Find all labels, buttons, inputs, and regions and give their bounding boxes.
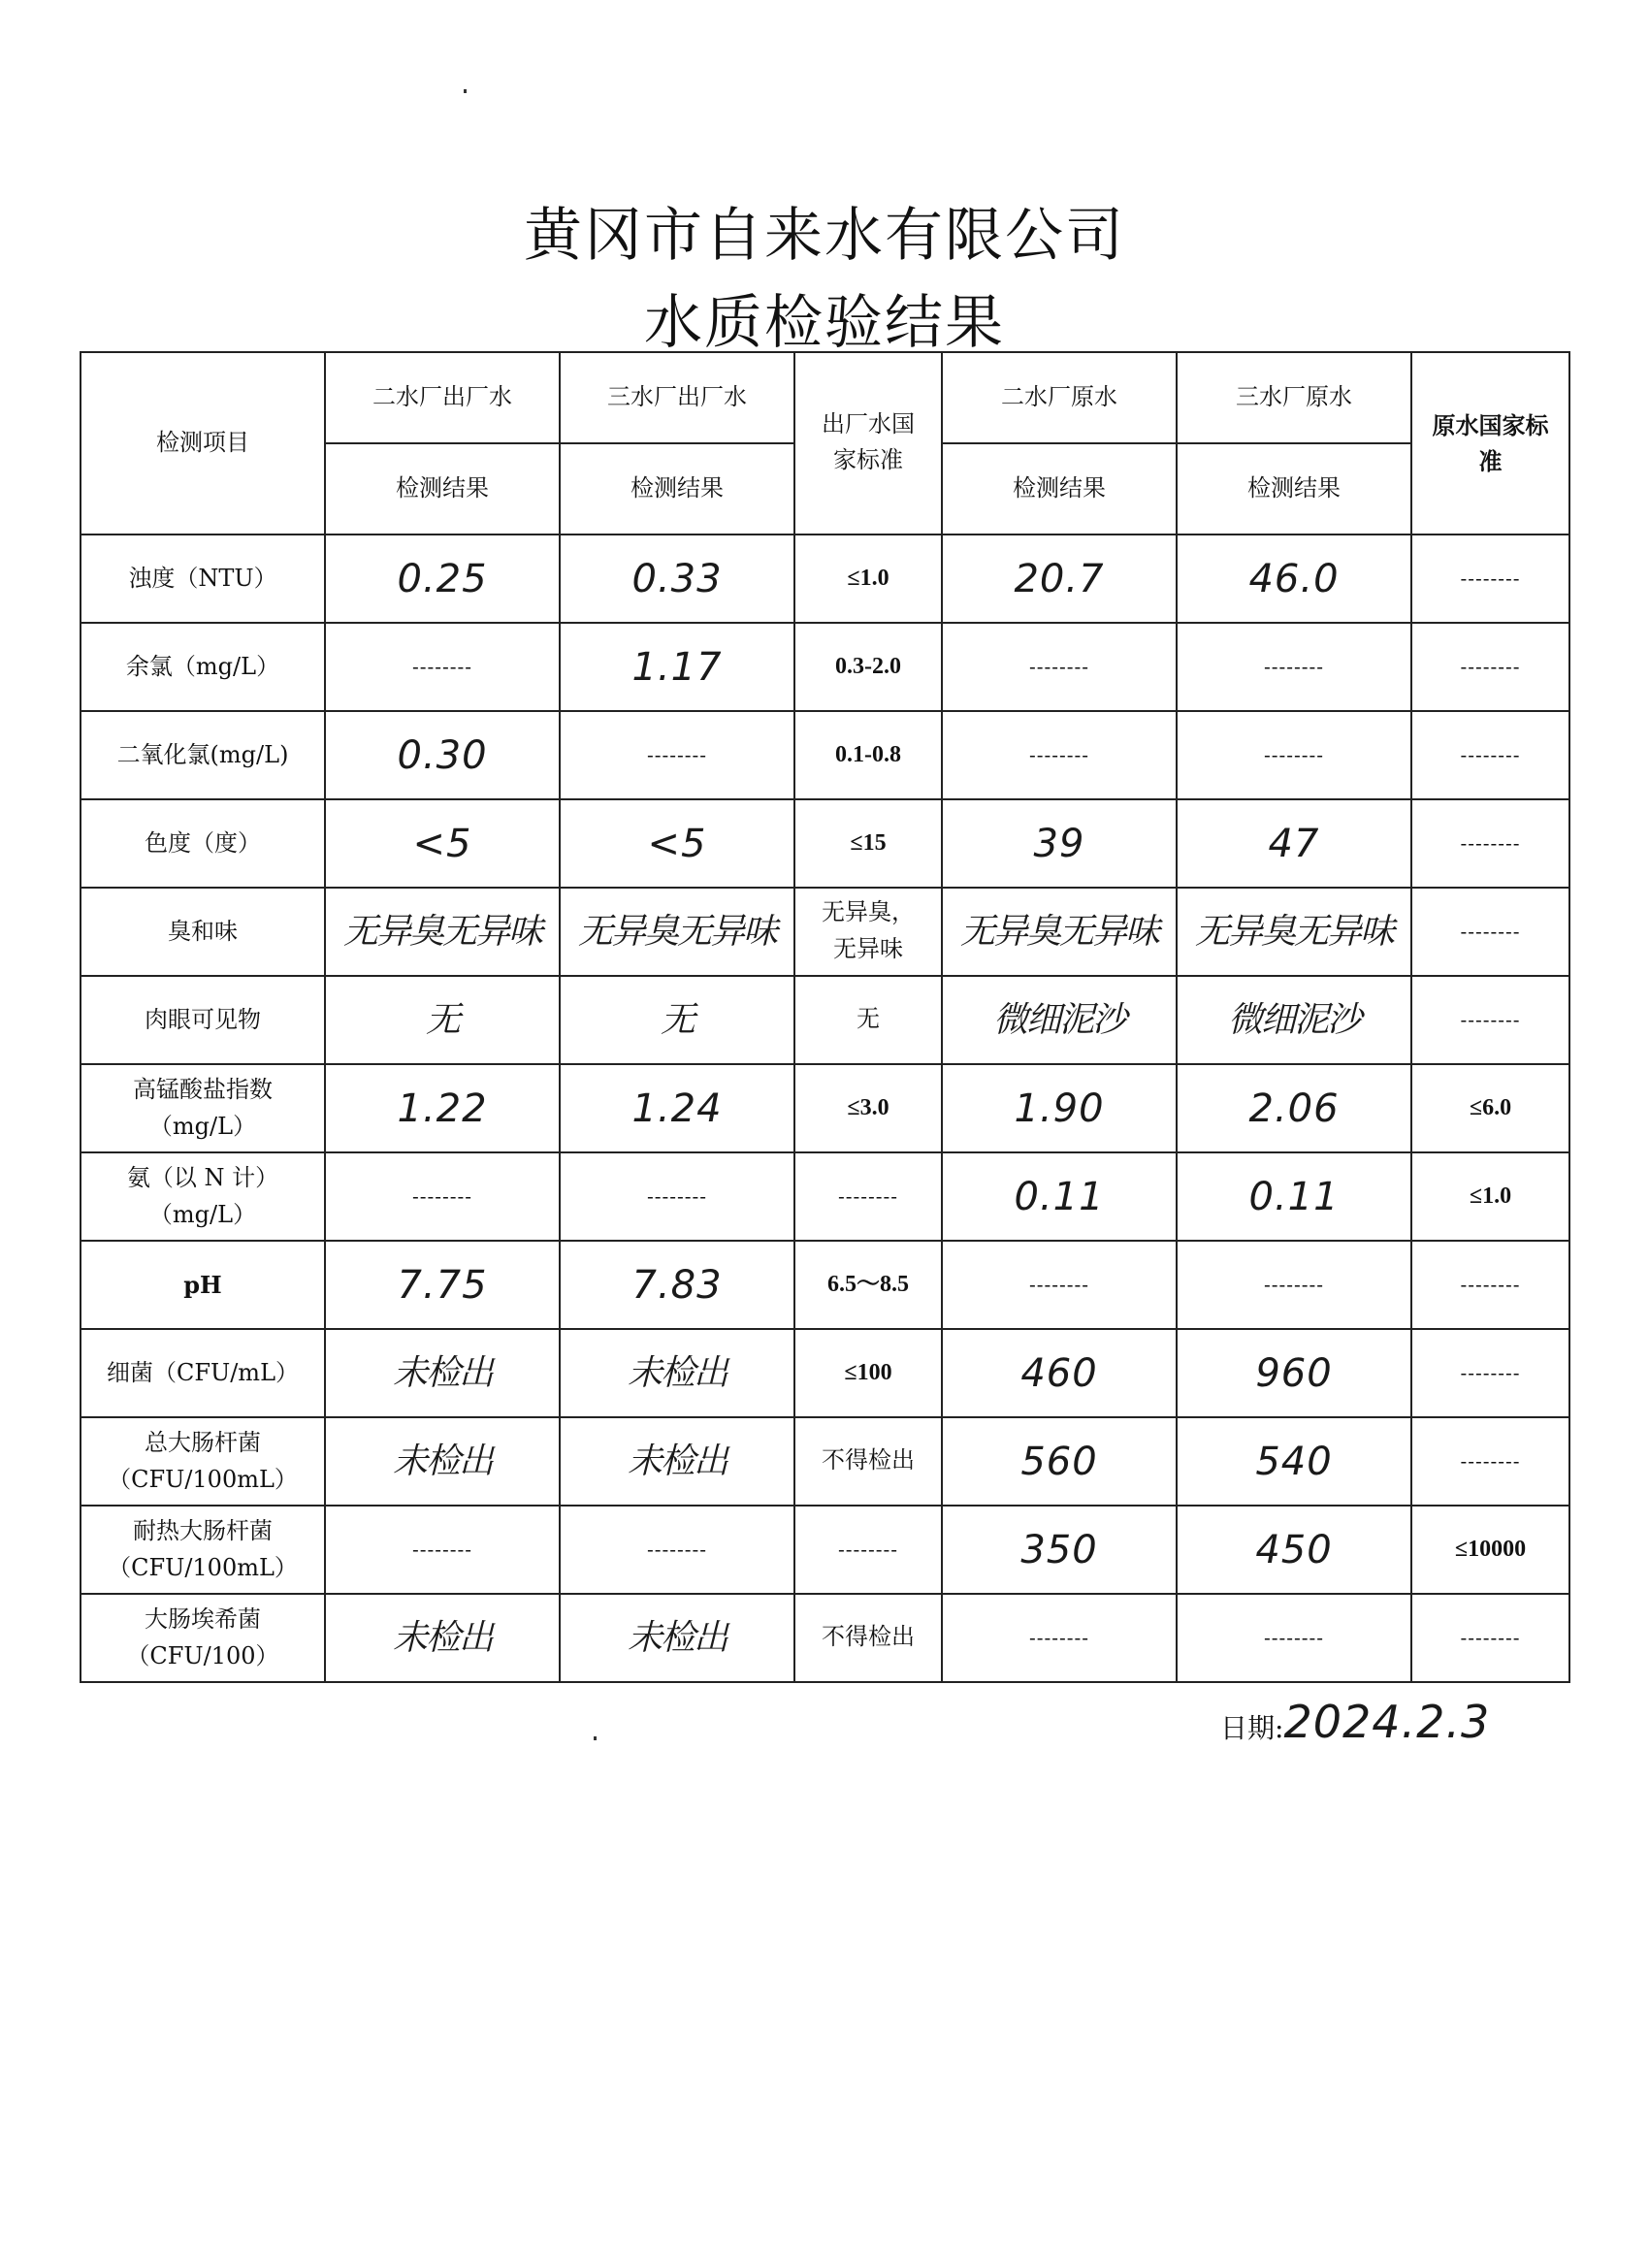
raw-standard: ≤10000 [1411,1506,1569,1594]
raw-standard: -------- [1411,1241,1569,1329]
plant2-raw-result: 20.7 [942,535,1177,623]
plant2-raw-result: -------- [942,1241,1177,1329]
item-cell: 臭和味 [81,888,325,976]
raw-standard: -------- [1411,623,1569,711]
item-line: 高锰酸盐指数 [133,1076,273,1104]
plant3-raw-result: -------- [1177,1241,1411,1329]
plant3-raw-result: 无异臭无异味 [1177,888,1411,976]
item-cell: 二氧化氯(mg/L) [81,711,325,799]
plant3-out-result: 无异臭无异味 [560,888,794,976]
standard-line: 无异味 [833,936,903,962]
out-standard: ≤3.0 [794,1064,942,1152]
plant2-raw-result: 0.11 [942,1152,1177,1241]
out-standard [794,888,942,976]
plant3-out-result: <5 [560,799,794,888]
header-col-plant2-raw: 二水厂原水 [942,352,1177,443]
plant2-out-result: 0.30 [325,711,560,799]
table-row [81,535,1569,623]
item-line: （CFU/100） [126,1641,279,1669]
plant3-out-result: 7.83 [560,1241,794,1329]
date-label: 日期: [1220,1712,1284,1744]
plant3-raw-result: 540 [1177,1417,1411,1506]
raw-standard: -------- [1411,976,1569,1064]
out-standard: 不得检出 [794,1594,942,1682]
plant3-raw-result: 960 [1177,1329,1411,1417]
plant3-out-result: 未检出 [560,1594,794,1682]
table-row [81,888,1569,976]
plant3-out-result: 0.33 [560,535,794,623]
item-line: 总大肠杆菌 [145,1429,261,1457]
plant2-raw-result: 560 [942,1417,1177,1506]
table-row [81,1506,1569,1594]
header-col-out-standard [794,352,942,535]
out-standard: -------- [794,1506,942,1594]
plant2-out-result: 未检出 [325,1329,560,1417]
table-row [81,1064,1569,1152]
plant2-out-result: 1.22 [325,1064,560,1152]
item-cell: pH [81,1241,325,1329]
table-row [81,1329,1569,1417]
header-sub-result: 检测结果 [325,443,560,535]
plant2-out-result: -------- [325,1506,560,1594]
raw-standard: -------- [1411,711,1569,799]
table-row [81,1417,1569,1506]
item-line: （CFU/100mL） [108,1553,298,1581]
item-cell: 浊度（NTU） [81,535,325,623]
raw-standard: -------- [1411,799,1569,888]
item-cell [81,1064,325,1152]
plant2-raw-result: 无异臭无异味 [942,888,1177,976]
item-cell: 肉眼可见物 [81,976,325,1064]
standard-line: 无异臭， [822,900,915,926]
item-line: 耐热大肠杆菌 [133,1517,273,1545]
table-row [81,1152,1569,1241]
raw-standard: -------- [1411,1594,1569,1682]
out-standard: ≤1.0 [794,535,942,623]
date-line [1220,1696,1490,1748]
plant3-out-result: 1.24 [560,1064,794,1152]
out-standard: 无 [794,976,942,1064]
plant3-raw-result: 0.11 [1177,1152,1411,1241]
header-col-raw-standard [1411,352,1569,535]
plant2-raw-result: 微细泥沙 [942,976,1177,1064]
plant3-raw-result: 450 [1177,1506,1411,1594]
header-sub-result: 检测结果 [942,443,1177,535]
raw-standard: -------- [1411,888,1569,976]
item-line: 氨（以 N 计） [126,1164,279,1192]
plant2-out-result: -------- [325,623,560,711]
out-standard: ≤15 [794,799,942,888]
plant3-out-result: 1.17 [560,623,794,711]
plant3-out-result: 无 [560,976,794,1064]
out-standard: 0.1-0.8 [794,711,942,799]
table-row [81,1241,1569,1329]
header-sub-result: 检测结果 [1177,443,1411,535]
header-raw-standard-text: 原水国家标准 [1432,410,1549,475]
plant3-raw-result: -------- [1177,1594,1411,1682]
plant2-out-result: <5 [325,799,560,888]
header-out-standard-text: 出厂水国家标准 [822,411,915,473]
plant2-raw-result: 1.90 [942,1064,1177,1152]
water-quality-table [80,351,1570,1683]
plant2-out-result: 无 [325,976,560,1064]
plant2-raw-result: -------- [942,1594,1177,1682]
plant2-out-result: 未检出 [325,1417,560,1506]
date-value: 2024.2.3 [1283,1696,1491,1748]
plant3-out-result: -------- [560,1506,794,1594]
table-row [81,1594,1569,1682]
table-row [81,976,1569,1064]
plant3-raw-result: -------- [1177,623,1411,711]
item-cell: 余氯（mg/L） [81,623,325,711]
plant2-raw-result: -------- [942,711,1177,799]
plant3-raw-result: 微细泥沙 [1177,976,1411,1064]
item-cell: 细菌（CFU/mL） [81,1329,325,1417]
header-col-plant3-out: 三水厂出厂水 [560,352,794,443]
plant3-out-result: 未检出 [560,1329,794,1417]
raw-standard: ≤1.0 [1411,1152,1569,1241]
plant2-out-result: -------- [325,1152,560,1241]
plant2-out-result: 无异臭无异味 [325,888,560,976]
plant3-raw-result: 46.0 [1177,535,1411,623]
item-cell [81,1417,325,1506]
item-cell: 色度（度） [81,799,325,888]
item-cell [81,1152,325,1241]
plant2-raw-result: 350 [942,1506,1177,1594]
plant3-out-result: -------- [560,1152,794,1241]
item-cell [81,1506,325,1594]
header-sub-result: 检测结果 [560,443,794,535]
out-standard: 不得检出 [794,1417,942,1506]
company-title: 黄冈市自来水有限公司 [524,202,1125,270]
plant2-raw-result: 460 [942,1329,1177,1417]
item-line: （mg/L） [148,1112,257,1140]
out-standard: -------- [794,1152,942,1241]
item-line: （mg/L） [148,1200,257,1228]
header-item: 检测项目 [81,352,325,535]
plant3-raw-result: 2.06 [1177,1064,1411,1152]
table-row [81,711,1569,799]
plant3-raw-result: -------- [1177,711,1411,799]
table-row [81,799,1569,888]
header-col-plant2-out: 二水厂出厂水 [325,352,560,443]
header-col-plant3-raw: 三水厂原水 [1177,352,1411,443]
plant3-out-result: 未检出 [560,1417,794,1506]
table-row [81,623,1569,711]
plant2-raw-result: 39 [942,799,1177,888]
raw-standard: -------- [1411,1417,1569,1506]
out-standard: ≤100 [794,1329,942,1417]
plant2-raw-result: -------- [942,623,1177,711]
plant2-out-result: 未检出 [325,1594,560,1682]
plant3-raw-result: 47 [1177,799,1411,888]
document-title: 水质检验结果 [644,289,1005,357]
out-standard: 0.3-2.0 [794,623,942,711]
item-line: （CFU/100mL） [108,1465,298,1493]
out-standard: 6.5～8.5 [794,1241,942,1329]
raw-standard: ≤6.0 [1411,1064,1569,1152]
plant2-out-result: 0.25 [325,535,560,623]
item-cell [81,1594,325,1682]
raw-standard: -------- [1411,1329,1569,1417]
plant2-out-result: 7.75 [325,1241,560,1329]
item-line: 大肠埃希菌 [145,1605,261,1634]
plant3-out-result: -------- [560,711,794,799]
raw-standard: -------- [1411,535,1569,623]
